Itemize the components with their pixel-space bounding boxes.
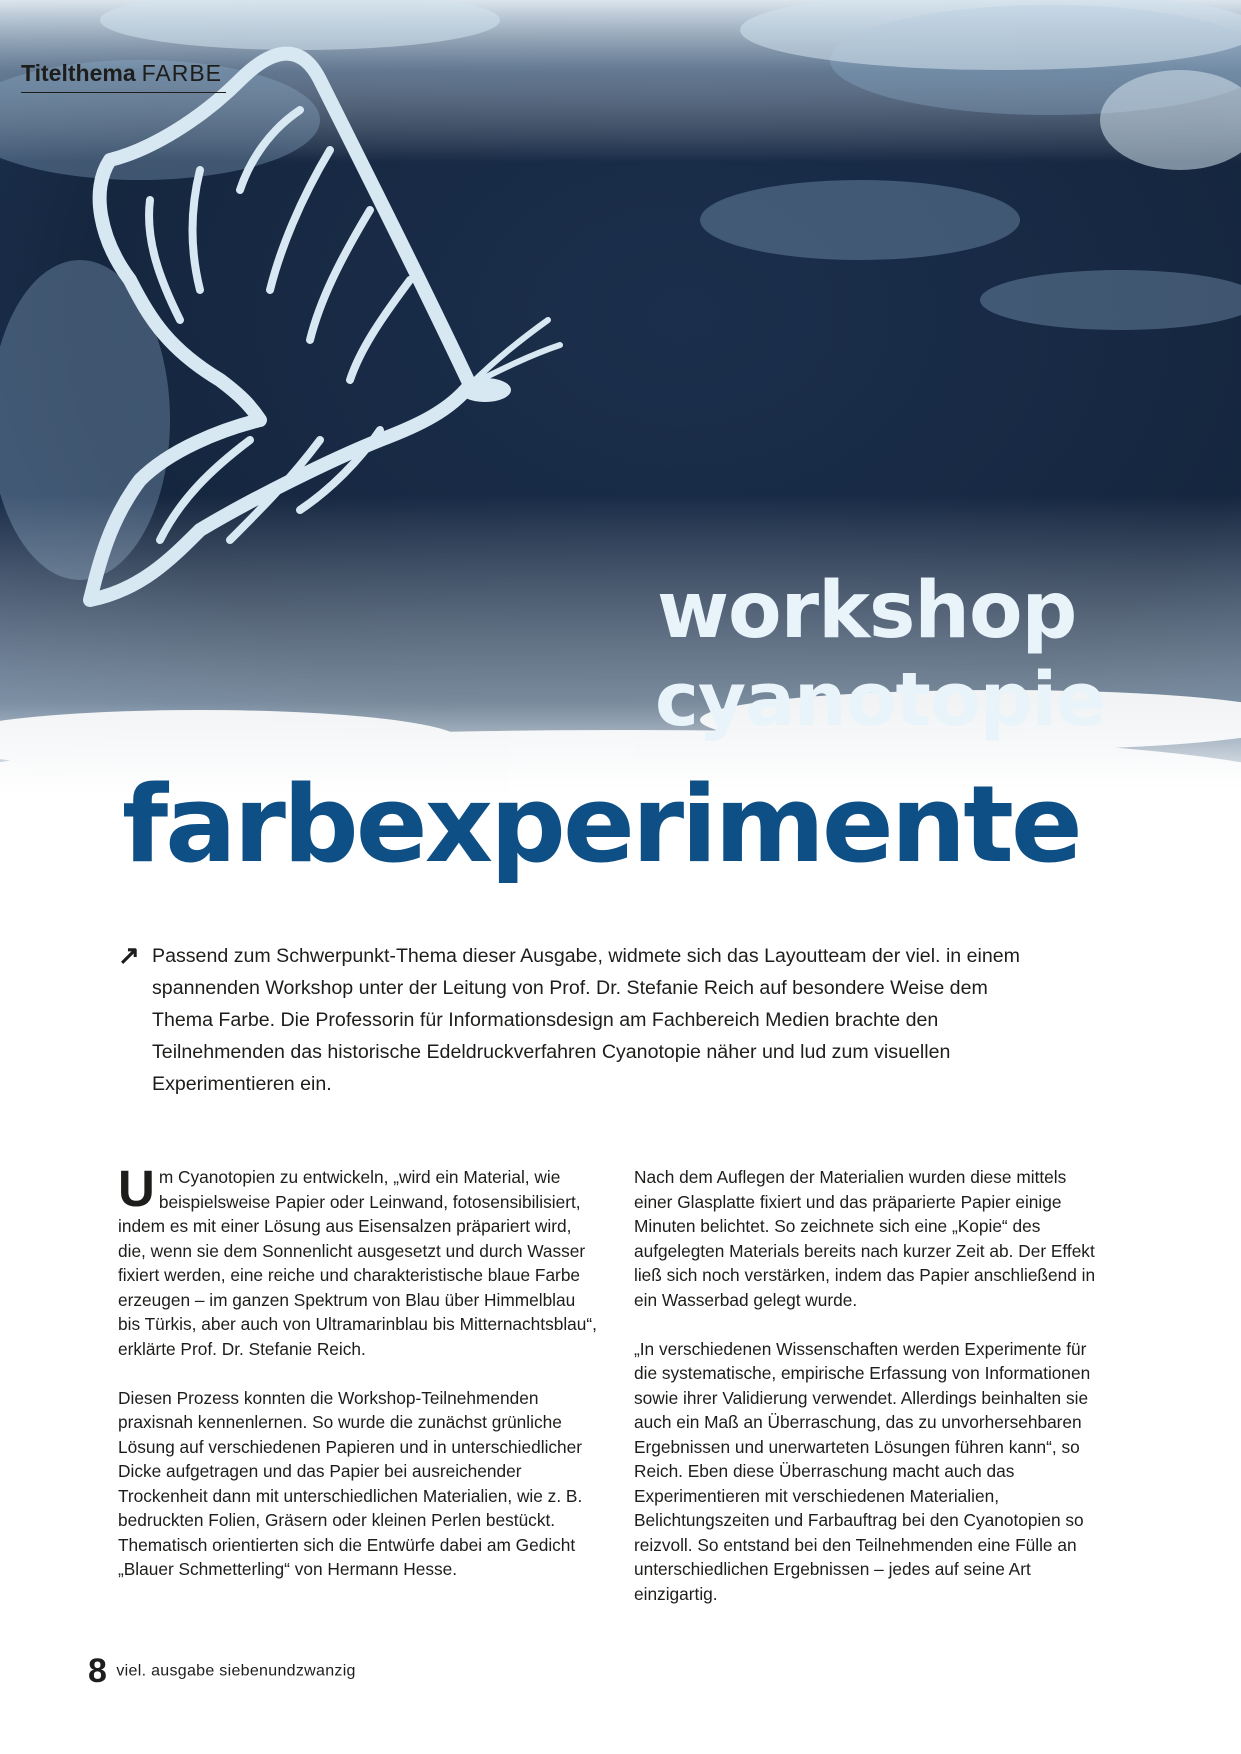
- body-column-right: [634, 1165, 1100, 1631]
- paragraph-text: m Cyanotopien zu entwickeln, „wird ein Material, wie beispielsweise Papier oder Leinwand, fotosensibilisiert, indem es mit einer Lösung aus Eisensalzen präpariert wird, die, wenn sie dem Sonnenlicht ausgesetzt und durch Wasser fixiert werden, eine reiche und charakteristische blaue Farbe erzeugen – im ganzen Spektrum von Blau über Himmelblau bis Türkis, aber auch von Ultramarinblau bis Mitternachtsblau“, erklärte Prof. Dr. Stefanie Reich.: [118, 1167, 597, 1359]
- page-number: 8: [88, 1652, 106, 1690]
- intro-text: Passend zum Schwerpunkt-Thema dieser Ausgabe, widmete sich das Layoutteam der viel. in einem spannenden Workshop unter der Leitung von Prof. Dr. Stefanie Reich auf besondere Weise dem Thema Farbe. Die Professorin für Informationsdesign am Fachbereich Medien brachte den Teilnehmenden das historische Edeldruckverfahren Cyanotopie näher und lud zum visuellen Experimentieren ein.: [152, 945, 1021, 1095]
- dropcap: U: [118, 1160, 155, 1217]
- title-line-2: cyanotopie: [655, 657, 1106, 743]
- intro-paragraph: [118, 940, 1038, 1100]
- title-line-1: workshop: [657, 566, 1077, 656]
- headline: farbexperimente: [122, 763, 1080, 886]
- arrow-up-right-icon: ↗: [118, 940, 140, 970]
- section-topic: FARBE: [141, 60, 223, 86]
- paragraph: „In verschiedenen Wissenschaften werden Experimente für die systematische, empirische Erfassung von Informationen sowie ihrer Validierung verwendet. Allerdings beinhalten sie auch ein Maß an Überraschung, das zu unvorhersehbaren Ergebnissen und unerwarteten Lösungen führen kann“, so Reich. Eben diese Überraschung macht auch das Experimentieren mit verschiedenen Materialien, Belichtungszeiten und Farbauftrag bei den Cyanotopien so reizvoll. So entstand bei den Teilnehmenden eine Fülle an unterschiedlichen Ergebnissen – jedes auf seine Art einzigartig.: [634, 1338, 1091, 1604]
- paragraph: [118, 1160, 598, 1361]
- publication-name: viel. ausgabe siebenundzwanzig: [116, 1662, 356, 1680]
- section-label: Titelthema: [21, 60, 136, 86]
- section-kicker: [21, 58, 226, 93]
- paragraph: Nach dem Auflegen der Materialien wurden diese mittels einer Glasplatte fixiert und das präparierte Papier einige Minuten belichtet. So zeichnete sich eine „Kopie“ des aufgelegten Materials bereits nach kurzer Zeit ab. Der Effekt ließ sich noch verstärken, indem das Papier anschließend in ein Wasserbad gelegt wurde.: [634, 1167, 1096, 1310]
- paragraph: Diesen Prozess konnten die Workshop-Teilnehmenden praxisnah kennenlernen. So wurde die zunächst grünliche Lösung auf verschiedenen Papieren und in unterschiedlicher Dicke aufgetragen und das Papier bei ausreichender Trockenheit dann mit unterschiedlichen Materialien, wie z. B. bedruckten Folien, Gräsern oder kleinen Perlen bestückt. Thematisch orientierten sich die Entwürfe dabei am Gedicht „Blauer Schmetterling“ von Hermann Hesse.: [118, 1387, 583, 1579]
- page-footer: [88, 1652, 356, 1691]
- body-column-left: [118, 1160, 598, 1606]
